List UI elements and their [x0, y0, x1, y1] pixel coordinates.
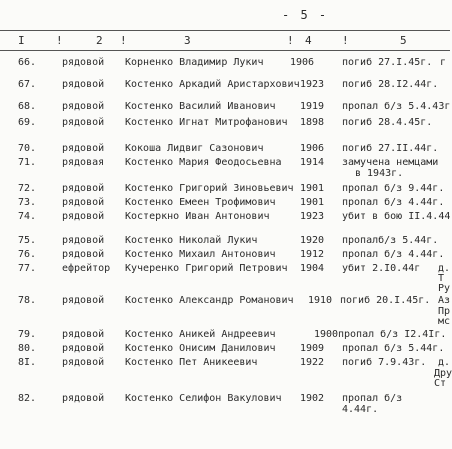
row-number: 82. — [18, 393, 37, 404]
row-number: 70. — [18, 143, 37, 154]
row-note: пропал б/з 9.44г. — [342, 183, 445, 194]
row-note: пропал б/з 5.4.43г — [342, 101, 451, 112]
row-note: погиб 20.I.45г. — [340, 295, 431, 306]
row-rank: рядовой — [62, 235, 105, 246]
row-year: 1906 — [290, 57, 315, 68]
row-name: Костенко Григорий Зиновьевич — [125, 183, 294, 194]
row-number: 72. — [18, 183, 37, 194]
row-year: 1901 — [300, 183, 325, 194]
row-year: 1906 — [300, 143, 325, 154]
row-rank: ефрейтор — [62, 263, 111, 274]
row-rank: рядовой — [62, 329, 105, 340]
row-rank: рядовая — [62, 157, 105, 168]
row-number: 68. — [18, 101, 37, 112]
row-year: 1909 — [300, 343, 325, 354]
row-name: Костенко Пет Аникеевич — [125, 357, 258, 368]
row-name: Костенко Михаил Антонович — [125, 249, 276, 260]
row-rank: рядовой — [62, 143, 105, 154]
row-name: Костенко Селифон Вакулович — [125, 393, 282, 404]
row-year: 1902 — [300, 393, 325, 404]
row-edge-continuation: мс — [438, 316, 451, 327]
table-row — [0, 248, 450, 262]
row-name: Корненко Владимир Лукич — [125, 57, 264, 68]
row-year: 1914 — [300, 157, 325, 168]
row-edge-continuation: Ру — [438, 283, 451, 294]
row-note: пропал б/з — [342, 393, 403, 404]
row-note: пропал б/з I2.4Iг. — [338, 329, 447, 340]
row-number: 76. — [18, 249, 37, 260]
row-edge: Аз — [438, 295, 451, 306]
row-number: 75. — [18, 235, 37, 246]
header-top-rule — [0, 30, 450, 31]
row-note: пропал б/з 5.44г. — [342, 343, 445, 354]
header-sep-4: ! — [342, 34, 349, 47]
row-year: 1901 — [300, 197, 325, 208]
row-rank: рядовой — [62, 357, 105, 368]
row-year: 1923 — [300, 79, 325, 90]
row-number: 74. — [18, 211, 37, 222]
row-year: 1923 — [300, 211, 325, 222]
row-name: Костенко Аркадий Аристархович — [125, 79, 300, 90]
header-sep-2: ! — [120, 34, 127, 47]
row-name: Костенко Емеен Трофимович — [125, 197, 276, 208]
table-row — [0, 56, 450, 70]
table-row — [0, 100, 450, 114]
row-year: 1910 — [308, 295, 333, 306]
row-name: Костенко Александр Романович — [125, 295, 294, 306]
table-row — [0, 78, 450, 92]
table-row — [0, 294, 450, 308]
row-edge: д. — [438, 263, 451, 274]
row-rank: рядовой — [62, 249, 105, 260]
row-year: 1920 — [300, 235, 325, 246]
row-note: погиб 27.II.44г. — [342, 143, 439, 154]
row-note: пропалб/з 5.44г. — [342, 235, 439, 246]
table-row — [0, 210, 450, 224]
row-edge-continuation: Т — [438, 273, 445, 284]
row-rank: рядовой — [62, 183, 105, 194]
row-name: Костенко Мария Феодосьевна — [125, 157, 282, 168]
row-edge-continuation: Ст — [434, 378, 447, 389]
header-col-2: 2 — [96, 34, 103, 47]
row-note: погиб 28.I2.44г. — [342, 79, 439, 90]
row-name: Костенко Игнат Митрофанович — [125, 117, 288, 128]
row-note: пропал б/з 4.44г. — [342, 249, 445, 260]
row-number: 69. — [18, 117, 37, 128]
row-year: 1922 — [300, 357, 325, 368]
row-name: Кокоша Лидвиг Сазонович — [125, 143, 264, 154]
row-edge-continuation: Дру — [434, 368, 452, 379]
row-number: 77. — [18, 263, 37, 274]
row-name: Костеркно Иван Антонович — [125, 211, 270, 222]
row-year: 1919 — [300, 101, 325, 112]
row-number: 66. — [18, 57, 37, 68]
table-row — [0, 392, 450, 406]
row-rank: рядовой — [62, 197, 105, 208]
table-row — [0, 356, 450, 370]
row-number: 73. — [18, 197, 37, 208]
row-number: 71. — [18, 157, 37, 168]
row-rank: рядовой — [62, 117, 105, 128]
row-year: 1898 — [300, 117, 325, 128]
row-note: погиб 28.4.45г. — [342, 117, 433, 128]
table-row — [0, 182, 450, 196]
row-note: замучена немцами — [342, 157, 439, 168]
table-row — [0, 234, 450, 248]
row-rank: рядовой — [62, 393, 105, 404]
table-row — [0, 116, 450, 130]
header-col-3: 3 — [184, 34, 191, 47]
row-note: убит 2.I0.44г — [342, 263, 421, 274]
row-note: погиб 7.9.43г. — [342, 357, 427, 368]
row-number: 67. — [18, 79, 37, 90]
table-row — [0, 142, 450, 156]
row-note: пропал б/з 4.44г. — [342, 197, 445, 208]
row-name: Костенко Аникей Андреевич — [125, 329, 276, 340]
header-col-4: 4 — [305, 34, 312, 47]
row-note: убит в бою II.4.44 — [342, 211, 451, 222]
row-note: погиб 27.I.45г. — [342, 57, 433, 68]
row-edge: д. — [438, 357, 451, 368]
row-rank: рядовой — [62, 57, 105, 68]
table-row — [0, 262, 450, 276]
row-year: 1904 — [300, 263, 325, 274]
row-rank: рядовой — [62, 211, 105, 222]
header-bottom-rule — [0, 50, 450, 51]
row-note-continuation: 4.44г. — [342, 404, 379, 415]
row-year: 1912 — [300, 249, 325, 260]
header-sep-3: ! — [287, 34, 294, 47]
row-rank: рядовой — [62, 79, 105, 90]
row-name: Костенко Николай Лукич — [125, 235, 258, 246]
page-number: - 5 - — [282, 8, 329, 22]
row-note-continuation: в 1943г. — [355, 168, 404, 179]
row-name: Костенко Василий Иванович — [125, 101, 276, 112]
row-number: 79. — [18, 329, 37, 340]
header-sep-1: ! — [56, 34, 63, 47]
header-col-1: I — [18, 34, 25, 47]
row-edge-continuation: Пр — [438, 306, 451, 317]
table-row — [0, 328, 450, 342]
row-edge: г — [440, 57, 447, 68]
row-rank: рядовой — [62, 343, 105, 354]
table-row — [0, 196, 450, 210]
row-number: 80. — [18, 343, 37, 354]
row-name: Костенко Онисим Данилович — [125, 343, 276, 354]
row-rank: рядовой — [62, 295, 105, 306]
row-rank: рядовой — [62, 101, 105, 112]
row-name: Кучеренко Григорий Петрович — [125, 263, 288, 274]
row-number: 78. — [18, 295, 37, 306]
row-number: 8I. — [18, 357, 37, 368]
row-year: 1900 — [314, 329, 339, 340]
header-col-5: 5 — [400, 34, 407, 47]
table-row — [0, 342, 450, 356]
